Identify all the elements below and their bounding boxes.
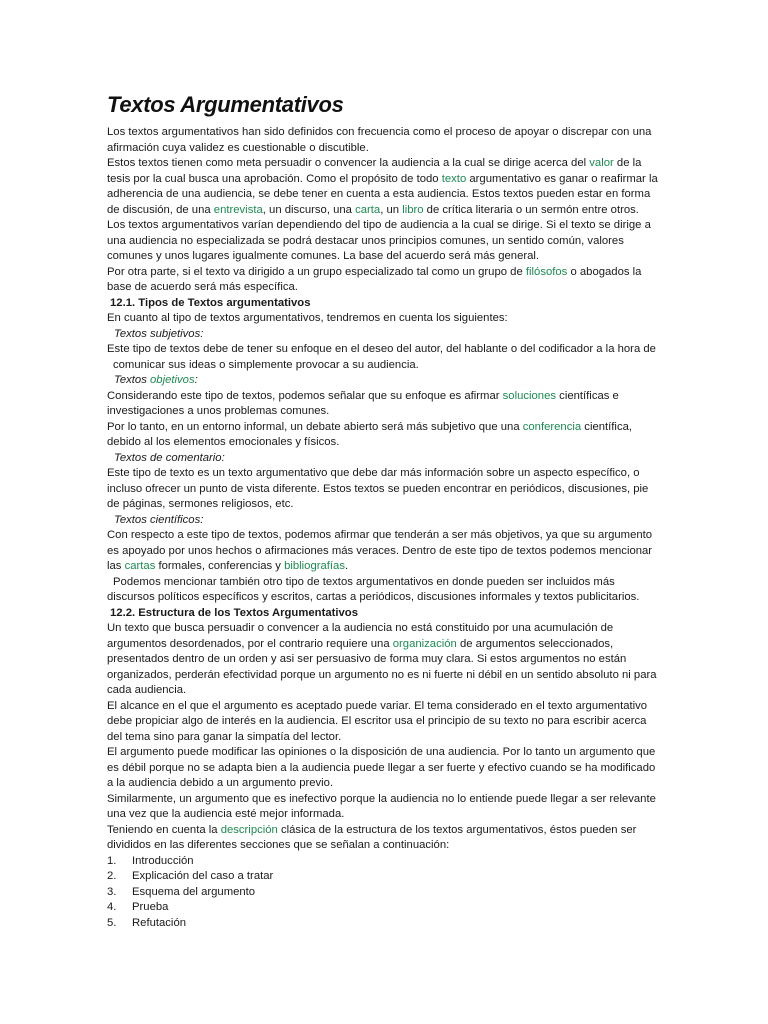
text-segment: formales, conferencias y [155, 560, 285, 572]
inline-link[interactable]: entrevista [213, 203, 263, 216]
text-segment: argumentativo es ganar o reafirmar la [466, 172, 658, 185]
text-segment: : [194, 374, 198, 386]
list-item [107, 916, 667, 932]
inline-link[interactable]: texto [441, 172, 467, 185]
text-line [107, 699, 667, 715]
text-line [107, 311, 667, 327]
text-line [107, 590, 667, 606]
text-segment: 12.1. Tipos de Textos argumentativos [110, 296, 311, 309]
inline-link[interactable]: carta [355, 203, 381, 216]
text-segment: presentados dentro de un orden y asi ser persuasivo de forma muy clara. Si estos argumentos no están [107, 653, 627, 665]
text-segment: Estos textos tienen como meta persuadir o convencer la audiencia a la cual se dirige acerca del [107, 157, 590, 169]
text-segment: cada audiencia. [107, 684, 187, 696]
text-segment: debido al los elementos emocionales y físicos. [107, 436, 340, 448]
text-segment: de argumentos seleccionados, [456, 637, 614, 650]
text-segment: . [345, 560, 349, 572]
subsection-label [107, 513, 667, 529]
text-segment: a la audiencia debido a un argumento previo. [107, 777, 334, 789]
inline-link[interactable]: descripción [220, 823, 278, 836]
text-segment: , un discurso, una [262, 203, 356, 216]
text-line [107, 559, 667, 575]
text-segment: divididos en las diferentes secciones que se señalan a continuación: [107, 839, 450, 851]
text-segment: comunes y unos lugares igualmente comunes. La base del acuerdo será más general. [107, 250, 540, 262]
text-segment: Esquema del argumento [132, 885, 256, 898]
list-item [107, 869, 667, 885]
text-segment: Textos [114, 374, 151, 386]
text-segment: o abogados la [567, 265, 642, 278]
text-segment: discursos políticos específicos y escritos, cartas a periódicos, discusiones informales y textos publicitarios. [107, 591, 640, 603]
text-segment: Este tipo de texto es un texto argumentativo que debe dar más información sobre un aspecto específico, o [107, 467, 640, 479]
text-segment: las [107, 560, 125, 572]
text-line [107, 668, 667, 684]
inline-link[interactable]: organización [392, 637, 457, 650]
text-line [107, 141, 667, 157]
text-line [107, 125, 667, 141]
text-line [107, 389, 667, 405]
text-segment: 12.2. Estructura de los Textos Argumentativos [110, 606, 358, 619]
text-segment: adherencia de una audiencia, se debe tener en cuenta a esta audiencia. Estos textos pueden estar en forma [107, 188, 651, 200]
text-line [107, 823, 667, 839]
inline-link[interactable]: objetivos [150, 374, 195, 386]
text-line [107, 807, 667, 823]
text-segment: tesis por la cual busca una aprobación. Como el propósito de todo [107, 172, 442, 185]
text-segment: investigaciones a unos problemas comunes. [107, 405, 330, 417]
inline-link[interactable]: cartas [124, 560, 156, 572]
text-segment: es apoyado por unos hechos o afirmaciones más veraces. Dentro de este tipo de textos podemos mencionar [107, 544, 653, 557]
text-line [107, 745, 667, 761]
text-segment: del tema sino para ganar la simpatía del lector. [107, 730, 342, 743]
text-segment: Textos subjetivos: [114, 327, 204, 340]
text-segment: una audiencia no especializada se podrá destacar unos principios comunes, un sentido común, valores [107, 234, 624, 247]
section-heading [107, 296, 667, 312]
text-segment: Con respecto a este tipo de textos, podemos afirmar que tenderán a ser más objetivos, ya que su argumento [107, 529, 653, 541]
text-line [107, 203, 667, 219]
text-segment: Un texto que busca persuadir o convencer a la audiencia no está constituido por una acumulación de [107, 622, 614, 634]
text-segment: argumentos desordenados, por el contrario requiere una [107, 637, 393, 650]
text-segment: comunicar sus ideas o simplemente provocar a su audiencia. [113, 358, 419, 371]
text-segment: Por lo tanto, en un entorno informal, un debate abierto será más subjetivo que una [107, 420, 523, 433]
inline-link[interactable]: conferencia [522, 420, 582, 433]
text-line [107, 249, 667, 265]
list-number: 5. [107, 916, 117, 929]
text-segment: Refutación [132, 916, 187, 929]
text-line [107, 575, 667, 591]
text-segment: Textos científicos: [114, 513, 204, 526]
text-line [107, 683, 667, 699]
text-line [107, 792, 667, 808]
text-segment: El argumento puede modificar las opiniones o la disposición de una audiencia. Por lo tanto un argumento que [107, 746, 656, 758]
text-line [107, 482, 667, 498]
text-line [107, 280, 667, 296]
text-line [107, 637, 667, 653]
text-line [107, 714, 667, 730]
text-line [107, 761, 667, 777]
text-segment: Considerando este tipo de textos, podemos señalar que su enfoque es afirmar [107, 389, 503, 402]
text-segment: Explicación del caso a tratar [132, 870, 274, 882]
text-segment: En cuanto al tipo de textos argumentativos, tendremos en cuenta los siguientes: [107, 312, 508, 324]
text-line [107, 218, 667, 234]
subsection-label [107, 451, 667, 467]
inline-link[interactable]: valor [589, 157, 614, 169]
text-segment: de discusión, de una [107, 203, 214, 216]
text-segment: clásica de la estructura de los textos argumentativos, éstos pueden ser [277, 823, 637, 836]
subsection-label [107, 327, 667, 343]
text-segment: Podemos mencionar también otro tipo de textos argumentativos en donde pueden ser incluidos más [113, 575, 615, 588]
text-segment: Este tipo de textos debe de tener su enfoque en el deseo del autor, del hablante o del codificador a la hora de [107, 343, 656, 355]
text-line [107, 497, 667, 513]
text-line [107, 621, 667, 637]
inline-link[interactable]: bibliografías [284, 560, 345, 572]
text-segment: de crítica literaria o un sermón entre otros. [423, 203, 639, 216]
list-number: 4. [107, 901, 117, 913]
text-segment: de la [613, 157, 642, 169]
inline-link[interactable]: soluciones [502, 389, 557, 402]
text-segment: es débil porque no se adapta bien a la audiencia puede llegar a ser fuerte y efectivo cuando se ha modificado [107, 761, 656, 774]
text-segment: Los textos argumentativos han sido definidos con frecuencia como el proceso de apoyar o discrepar con una [107, 126, 652, 138]
text-segment: afirmación cuya validez es cuestionable o discutible. [107, 141, 369, 154]
text-segment: , un [380, 203, 403, 216]
text-segment: de páginas, sermones religiosos, etc. [107, 498, 294, 510]
text-line [107, 358, 667, 374]
text-segment: Introducción [132, 854, 194, 867]
list-item [107, 854, 667, 870]
text-segment: El alcance en el que el argumento es aceptado puede variar. El tema considerado en el texto argumentativo [107, 699, 648, 712]
text-segment: científica, [581, 420, 633, 433]
text-segment: Teniendo en cuenta la [107, 823, 221, 836]
inline-link[interactable]: libro [402, 203, 424, 216]
text-line [107, 435, 667, 451]
text-line [107, 187, 667, 203]
text-line [107, 544, 667, 560]
text-segment: Similarmente, un argumento que es inefectivo porque la audiencia no lo entiende puede llegar a ser relevante [107, 792, 656, 805]
text-segment: una vez que la audiencia esté mejor informada. [107, 808, 345, 820]
text-line [107, 234, 667, 250]
text-segment: base de acuerdo será más específica. [107, 281, 298, 293]
subsection-label [107, 373, 667, 389]
text-segment: incluso ofrecer un punto de vista diferente. Estos textos se pueden encontrar en periódicos, discusiones, pie [107, 482, 649, 495]
text-segment: Por otra parte, si el texto va dirigido a un grupo especializado tal como un grupo de [107, 265, 526, 278]
list-number: 1. [107, 854, 117, 867]
list-item [107, 885, 667, 901]
list-item [107, 900, 667, 916]
document-title: Textos Argumentativos [107, 92, 344, 117]
inline-link[interactable]: filósofos [525, 265, 568, 278]
section-heading [107, 606, 667, 622]
text-segment: debe propiciar algo de interés en la audiencia. El escritor usa el principio de su texto no para escribir acerca [107, 715, 647, 727]
text-line [107, 466, 667, 482]
document-body [107, 125, 667, 931]
text-line [107, 156, 667, 172]
list-number: 2. [107, 870, 117, 882]
text-segment: organizados, perderán efectividad porque un argumento no es ni fuerte ni débil en un sentido absoluto ni para [107, 668, 657, 681]
text-line [107, 420, 667, 436]
list-number: 3. [107, 885, 117, 898]
text-line [107, 172, 667, 188]
text-segment: científicas e [556, 389, 619, 402]
text-line [107, 342, 667, 358]
text-line [107, 838, 667, 854]
text-line [107, 404, 667, 420]
text-segment: Los textos argumentativos varían dependiendo del tipo de audiencia a la cual se dirige. Si el texto se dirige a [107, 219, 651, 231]
text-segment: Textos de comentario: [114, 451, 225, 464]
text-line [107, 652, 667, 668]
text-line [107, 730, 667, 746]
text-line [107, 528, 667, 544]
text-line [107, 776, 667, 792]
text-segment: Prueba [132, 901, 169, 913]
text-line [107, 265, 667, 281]
